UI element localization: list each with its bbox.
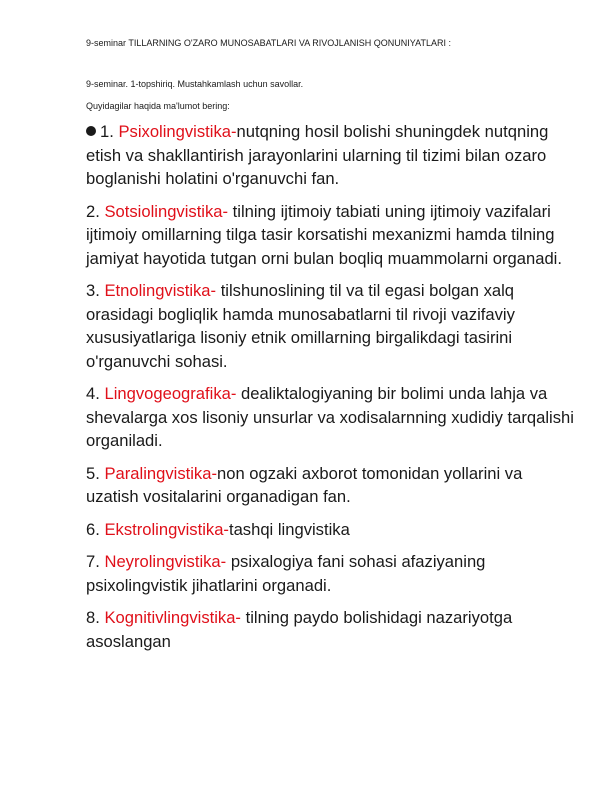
document-title: 9-seminar TILLARNING O'ZARO MUNOSABATLARI VA RIVOJLANISH QONUNIYATLARI : <box>86 38 451 48</box>
item-definition: tilning paydo bolishidagi nazariyotga asoslangan <box>86 608 513 651</box>
list-item <box>86 606 576 653</box>
list-item <box>86 462 576 509</box>
item-definition: tilshunoslining til va til egasi bolgan xalq orasidagi bogliqlik hamda munosabatlarni til rivoji vazifaviy xususiyatlariga lisoniy etnik omillarning birgalikdagi tasirini o'rganuvchi sohasi. <box>86 281 515 371</box>
item-definition: nutqning hosil bolishi shuningdek nutqning etish va shakllantirish jarayonlarini ularning til tizimi bilan ozaro boglanishi holatini o'rganuvchi fan. <box>86 122 549 188</box>
item-definition: dealiktalogiyaning bir bolimi unda lahja va shevalarga xos lisoniy unsurlar va xodisalarnning xudidiy tarqalishi organiladi. <box>86 384 574 450</box>
item-definition: tilning ijtimoiy tabiati uning ijtimoiy vazifalari ijtimoiy omillarning tilga tasir korsatishi mexanizmi hamda tilning jamiyat hayotida tutgan orni bulan boqliq muammolarni organadi. <box>86 201 562 268</box>
item-term: Sotsiolingvistika- <box>104 201 229 221</box>
list-item <box>86 200 576 271</box>
list-item <box>86 382 576 453</box>
list-item <box>86 550 576 597</box>
item-number: 8. <box>86 608 100 627</box>
item-number: 7. <box>86 552 100 571</box>
item-number: 4. <box>86 384 100 403</box>
list-item <box>86 120 576 191</box>
item-number: 6. <box>86 519 100 539</box>
bullet-icon <box>86 126 96 136</box>
task-heading: 9-seminar. 1-topshiriq. Mustahkamlash uchun savollar. <box>86 79 304 89</box>
item-number: 2. <box>86 201 100 221</box>
item-term: Lingvogeografika- <box>104 384 237 403</box>
definitions-list <box>86 120 576 662</box>
item-number: 1. <box>100 122 114 141</box>
item-term: Ekstrolingvistika- <box>104 519 229 539</box>
item-definition: psixalogiya fani sohasi afaziyaning psixolingvistik jihatlarini organadi. <box>86 552 486 595</box>
item-number: 5. <box>86 463 100 483</box>
item-term: Kognitivlingvistika- <box>104 608 241 627</box>
item-term: Etnolingvistika- <box>104 281 217 300</box>
list-item <box>86 518 576 542</box>
item-number: 3. <box>86 281 100 300</box>
task-instruction: Quyidagilar haqida ma'lumot bering: <box>86 101 230 111</box>
item-term: Paralingvistika- <box>104 463 217 483</box>
item-definition: non ogzaki axborot tomonidan yollarini va uzatish vositalarini organadigan fan. <box>86 463 523 506</box>
item-term: Neyrolingvistika- <box>104 552 227 571</box>
list-item <box>86 279 576 373</box>
item-term: Psixolingvistika- <box>118 122 237 141</box>
item-definition: tashqi lingvistika <box>228 519 350 539</box>
